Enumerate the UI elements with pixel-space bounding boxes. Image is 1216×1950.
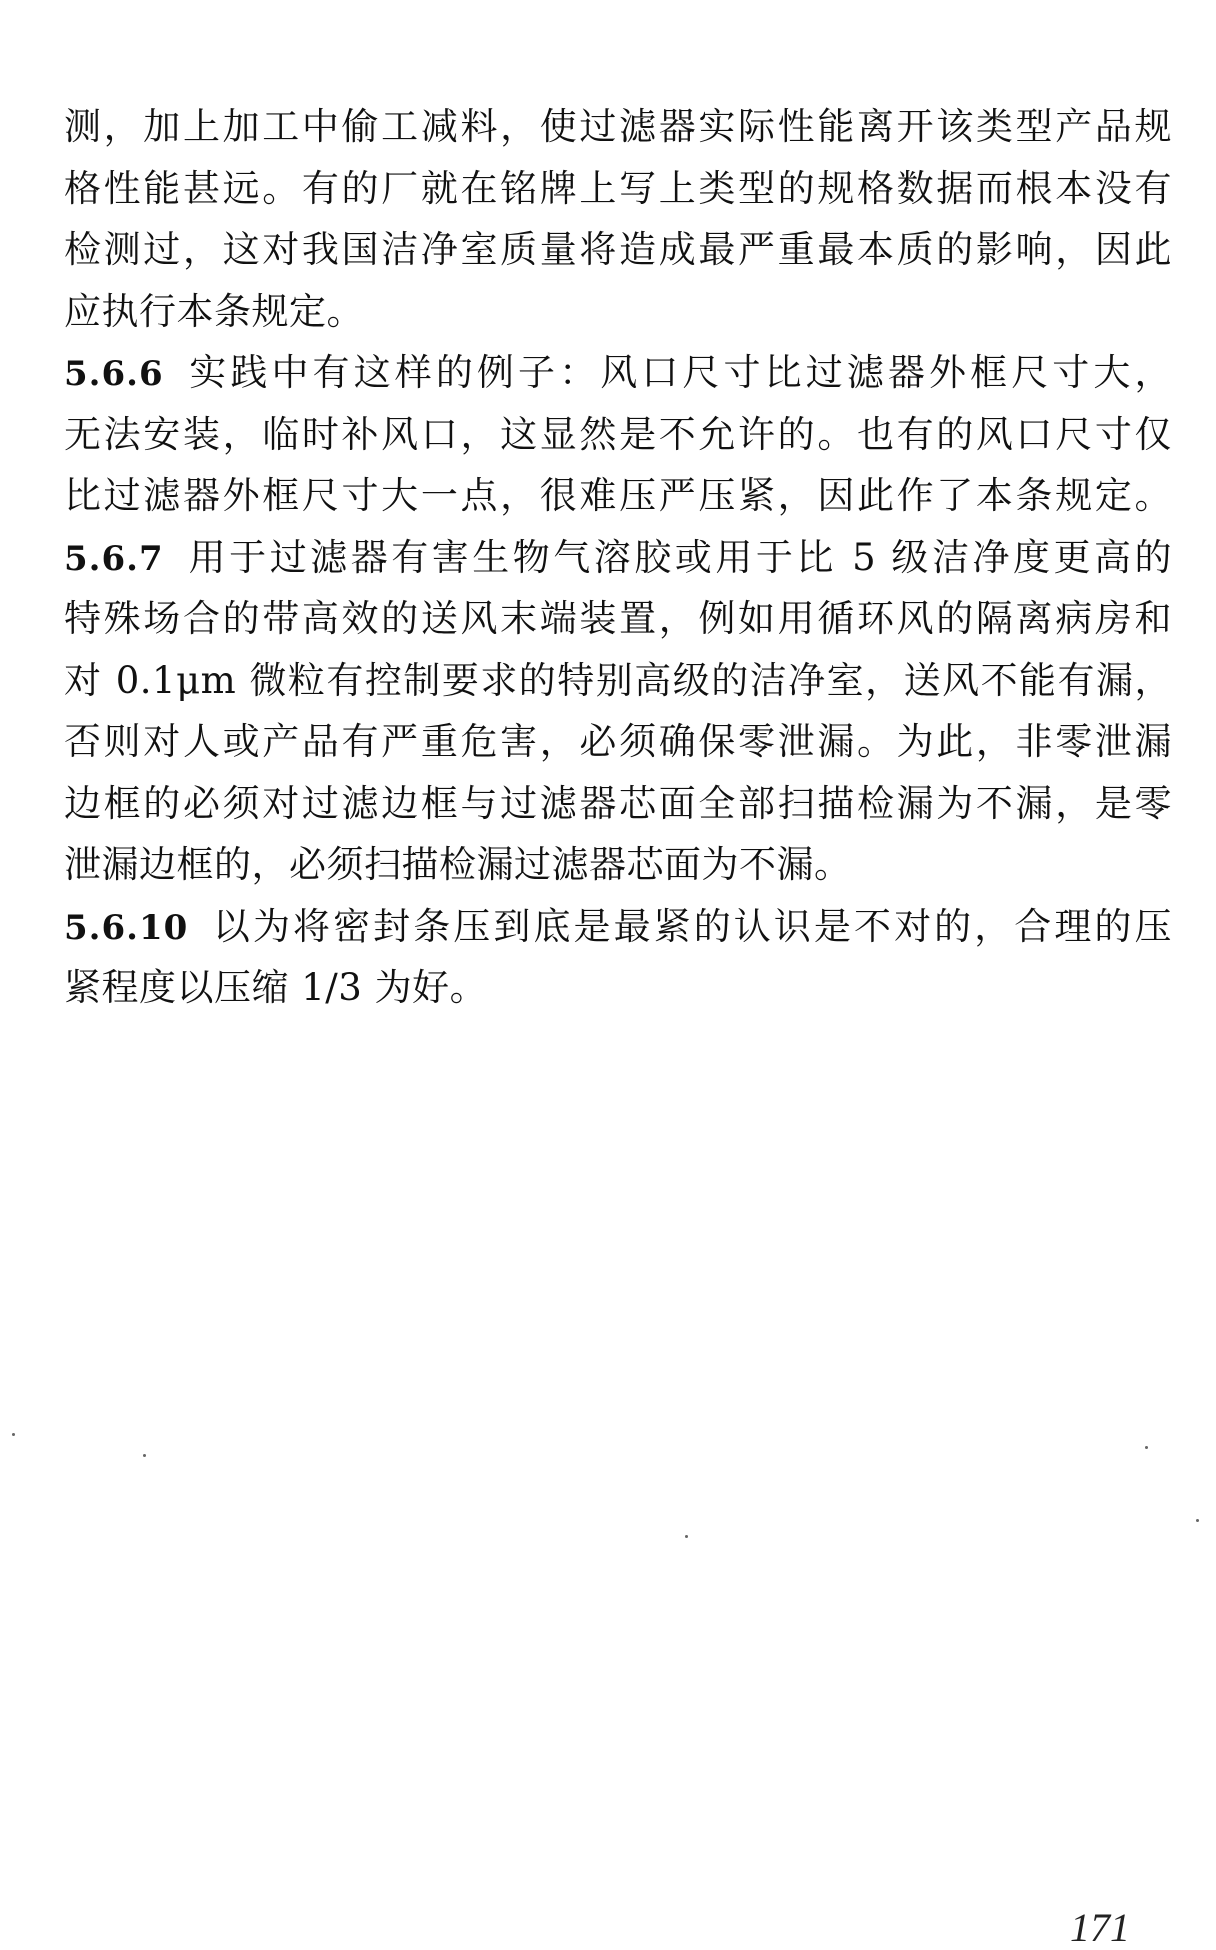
text-line: 测，加上加工中偷工减料，使过滤器实际性能离开该类型产品规 [64,105,1172,148]
clause-5-6-10-first-line [64,896,1172,958]
scan-speck [143,1454,146,1457]
scan-speck [685,1535,688,1538]
clause-number: 5.6.10 [64,907,189,948]
clause-5-6-7-first-line [64,527,1172,589]
text-line: 应执行本条规定。 [64,289,364,333]
clause-text: 实践中有这样的例子：风口尺寸比过滤器外框尺寸大， [185,351,1172,394]
page-number: 171 [1070,1905,1130,1950]
clause-text: 以为将密封条压到底是最紧的认识是不对的，合理的压 [210,904,1172,948]
scan-speck [1145,1446,1148,1449]
text-line: 对 0.1μm 微粒有控制要求的特别高级的洁净室，送风不能有漏， [64,658,1172,702]
text-line: 比过滤器外框尺寸大一点，很难压严压紧，因此作了本条规定。 [64,474,1172,517]
scan-speck [12,1433,15,1436]
text-line: 否则对人或产品有严重危害，必须确保零泄漏。为此，非零泄漏 [64,720,1172,763]
clause-number: 5.6.6 [64,354,164,394]
clause-number: 5.6.7 [64,538,164,579]
text-line: 紧程度以压缩 1/3 为好。 [64,966,488,1009]
text-line: 检测过，这对我国洁净室质量将造成最严重最本质的影响，因此 [64,228,1172,271]
clause-5-6-6-first-line [64,342,1172,404]
text-line: 格性能甚远。有的厂就在铭牌上写上类型的规格数据而根本没有 [64,166,1172,210]
text-line: 边框的必须对过滤边框与过滤器芯面全部扫描检漏为不漏，是零 [64,781,1172,825]
body-text [64,96,1172,1019]
text-line: 特殊场合的带高效的送风末端装置，例如用循环风的隔离病房和 [64,597,1172,640]
scan-speck [1196,1519,1199,1522]
clause-text: 用于过滤器有害生物气溶胶或用于比 5 级洁净度更高的 [185,535,1172,579]
text-line: 泄漏边框的，必须扫描检漏过滤器芯面为不漏。 [64,843,852,886]
text-line: 无法安装，临时补风口，这显然是不允许的。也有的风口尺寸仅 [64,412,1172,456]
